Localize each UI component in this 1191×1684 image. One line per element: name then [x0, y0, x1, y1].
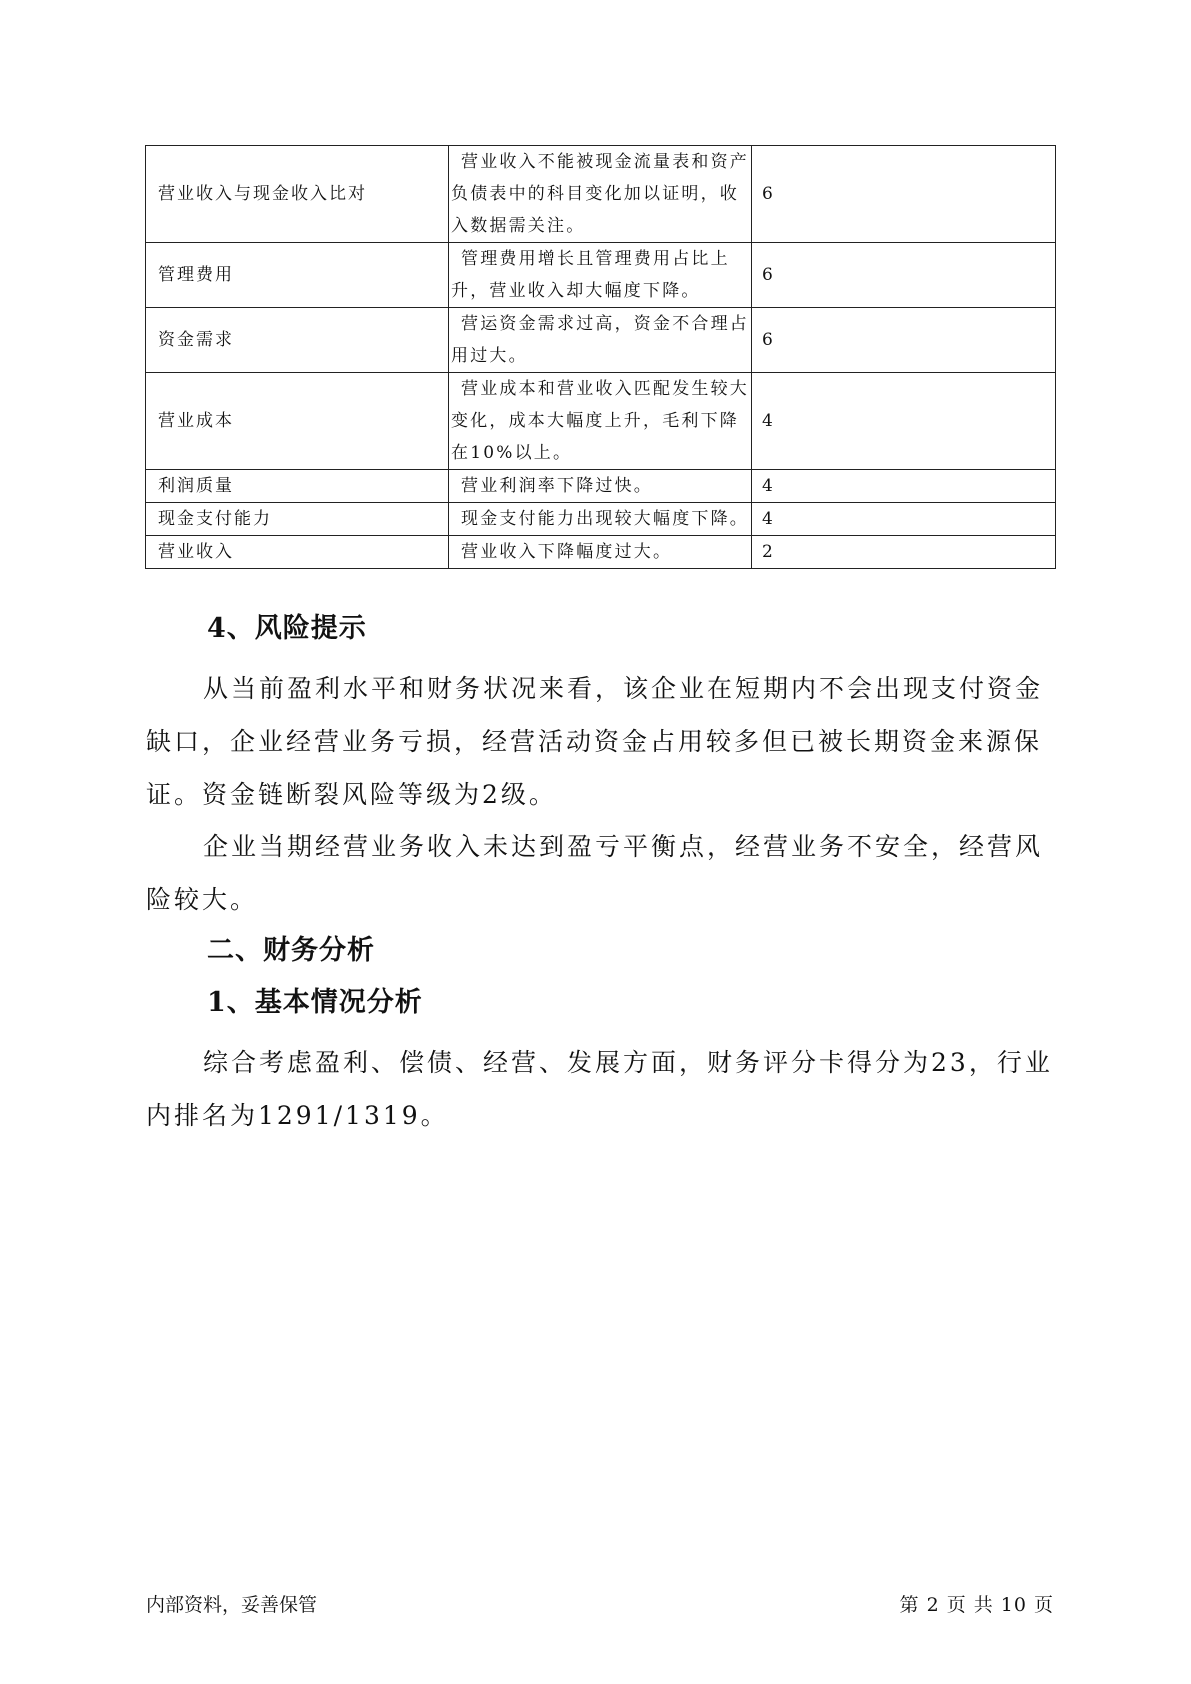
risk-score-cell: 6 [752, 308, 1056, 373]
risk-warning-heading: 4、风险提示 [207, 613, 367, 644]
risk-item-cell: 资金需求 [146, 308, 449, 373]
risk-item-cell: 管理费用 [146, 243, 449, 308]
table-row [146, 146, 1056, 243]
risk-score-cell: 2 [752, 536, 1056, 569]
risk-paragraph-2: 企业当期经营业务收入未达到盈亏平衡点，经营业务不安全，经营风险较大。 [146, 832, 1044, 914]
risk-score-cell: 4 [752, 373, 1056, 470]
risk-score-cell: 4 [752, 503, 1056, 536]
table-row [146, 536, 1056, 569]
table-row [146, 503, 1056, 536]
risk-item-cell: 营业收入 [146, 536, 449, 569]
footer-page-number: 第 2 页 共 10 页 [899, 1594, 1054, 1616]
financial-analysis-heading: 二、财务分析 [207, 935, 375, 966]
risk-score-cell: 6 [752, 243, 1056, 308]
risk-item-cell: 现金支付能力 [146, 503, 449, 536]
risk-desc-cell: 管理费用增长且管理费用占比上升，营业收入却大幅度下降。 [449, 243, 752, 308]
risk-desc-cell: 营业利润率下降过快。 [449, 470, 752, 503]
footer-confidential-note: 内部资料，妥善保管 [146, 1594, 318, 1616]
risk-score-cell: 6 [752, 146, 1056, 243]
basic-analysis-paragraph: 综合考虑盈利、偿债、经营、发展方面，财务评分卡得分为23，行业内排名为1291/1319。 [146, 1048, 1053, 1130]
table-row [146, 243, 1056, 308]
table-row [146, 373, 1056, 470]
basic-analysis-heading: 1、基本情况分析 [207, 987, 423, 1018]
risk-paragraph-1: 从当前盈利水平和财务状况来看，该企业在短期内不会出现支付资金缺口，企业经营业务亏损，经营活动资金占用较多但已被长期资金来源保证。资金链断裂风险等级为2级。 [146, 674, 1044, 809]
risk-desc-cell: 营业收入不能被现金流量表和资产负债表中的科目变化加以证明，收入数据需关注。 [449, 146, 752, 243]
risk-indicator-table [145, 145, 1056, 569]
risk-item-cell: 营业收入与现金收入比对 [146, 146, 449, 243]
risk-item-cell: 利润质量 [146, 470, 449, 503]
table-row [146, 308, 1056, 373]
risk-desc-cell: 营业成本和营业收入匹配发生较大变化，成本大幅度上升，毛利下降在10%以上。 [449, 373, 752, 470]
risk-desc-cell: 营业收入下降幅度过大。 [449, 536, 752, 569]
risk-desc-cell: 现金支付能力出现较大幅度下降。 [449, 503, 752, 536]
risk-score-cell: 4 [752, 470, 1056, 503]
risk-item-cell: 营业成本 [146, 373, 449, 470]
table-row [146, 470, 1056, 503]
risk-desc-cell: 营运资金需求过高，资金不合理占用过大。 [449, 308, 752, 373]
